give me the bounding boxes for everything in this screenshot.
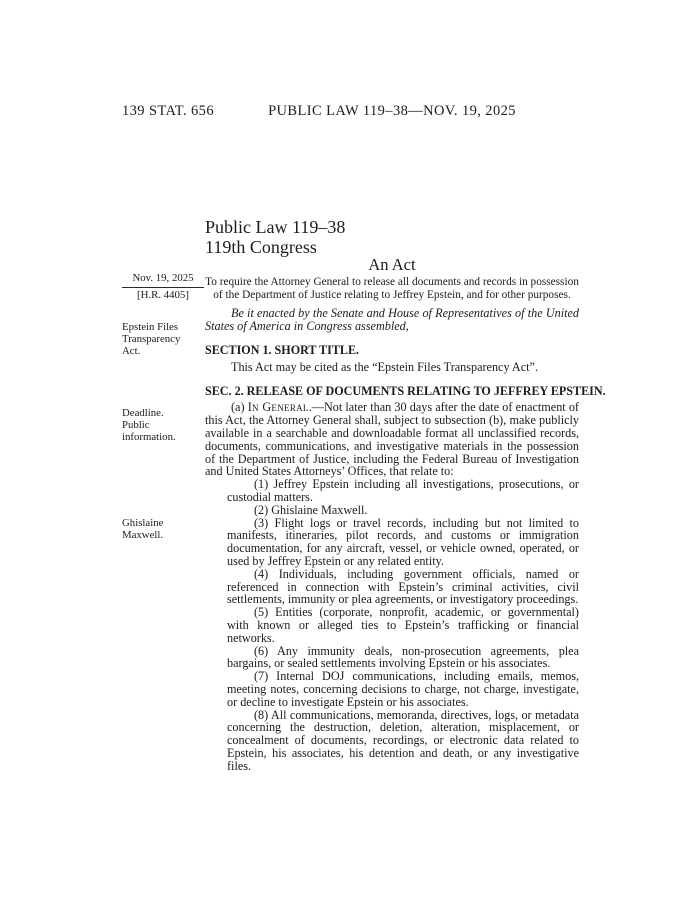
margin-note-line: Act. [122,344,141,357]
bill-number: [H.R. 4405] [137,288,189,301]
margin-note-line: Maxwell. [122,528,164,541]
statute-body [205,217,606,773]
purpose-clause: To require the Attorney General to release all documents and records in possession of the Department of Justice relating to Jeffrey Epstein, and for other purposes. [205,275,579,301]
enactment-date: Nov. 19, 2025 [122,273,204,288]
subsection-a-smallcaps: In General [247,400,309,415]
paragraph-item-5: (5) Entities (corporate, nonprofit, academic, or governmental) with known or alleged ties to Epstein’s trafficking or financial networks. [227,605,579,645]
paragraph-item-1: (1) Jeffrey Epstein including all investigations, prosecutions, or custodial matters. [227,477,579,504]
margin-note-short-title [122,322,204,357]
margin-note-line: Epstein Files [122,321,179,333]
section1-heading: SECTION 1. SHORT TITLE. [205,342,360,357]
subsection-a-text: .—Not later than 30 days after the date of enactment of this Act, the Attorney General shall, subject to subsection (b), make publicly available in a searchable and downloadable format all unclassified records, documents, communications, and investigative materials in the possession of the Department of Justice, including the Federal Bureau of Investigation and United States Attorneys’ Offices, that relate to: [205,400,579,479]
paragraph-item-3: (3) Flight logs or travel records, including but not limited to manifests, itineraries, pilot records, and customs or immigration documentation, for any aircraft, vessel, or vehicle owned, operated, or used by Jeffrey Epstein or any related entity. [227,515,579,568]
margin-note-line: Ghislaine [122,517,164,529]
law-number: Public Law 119–38 [205,217,346,237]
act-heading: An Act [368,255,416,274]
margin-note-line: Transparency [122,332,181,345]
margin-note-line: Deadline. [122,407,164,419]
subsection-a-label: (a) [231,400,248,415]
paragraph-item-8: (8) All communications, memoranda, directives, logs, or metadata concerning the destruction, deletion, alteration, misplacement, or concealment of documents, recordings, or electronic data related to Epstein, his associates, his detention and death, or any investigative files. [227,707,579,773]
law-title-block [205,218,579,257]
margin-note-ghislaine-maxwell [122,518,204,542]
section2-heading: SEC. 2. RELEASE OF DOCUMENTS RELATING TO JEFFREY EPSTEIN. [205,383,606,398]
margin-note-line: Public [122,418,150,431]
margin-note-enactment-date [122,273,204,302]
margin-note-deadline [122,408,204,443]
enacting-clause: Be it enacted by the Senate and House of Representatives of the United States of America in Congress assembled, [205,306,579,334]
congress-line: 119th Congress [205,236,317,257]
paragraph-item-6: (6) Any immunity deals, non-prosecution agreements, plea bargains, or sealed settlements involving Epstein or his associates. [227,643,579,671]
section1-text: This Act may be cited as the “Epstein Files Transparency Act”. [231,359,538,374]
margin-note-line: information. [122,430,176,443]
paragraph-item-2: (2) Ghislaine Maxwell. [254,502,368,517]
running-head [0,103,699,123]
stat-page-number: 139 STAT. 656 [122,103,214,119]
subsection-a [205,401,579,478]
paragraph-item-4: (4) Individuals, including government officials, named or referenced in connection with Epstein’s criminal activities, civil settlements, immunity or plea agreements, or investigatory proceedings. [227,566,579,607]
running-head-title: PUBLIC LAW 119–38—NOV. 19, 2025 [268,103,516,119]
paragraph-item-7: (7) Internal DOJ communications, including emails, memos, meeting notes, concerning decisions to charge, not charge, investigate, or decline to investigate Epstein or his associates. [227,669,579,709]
